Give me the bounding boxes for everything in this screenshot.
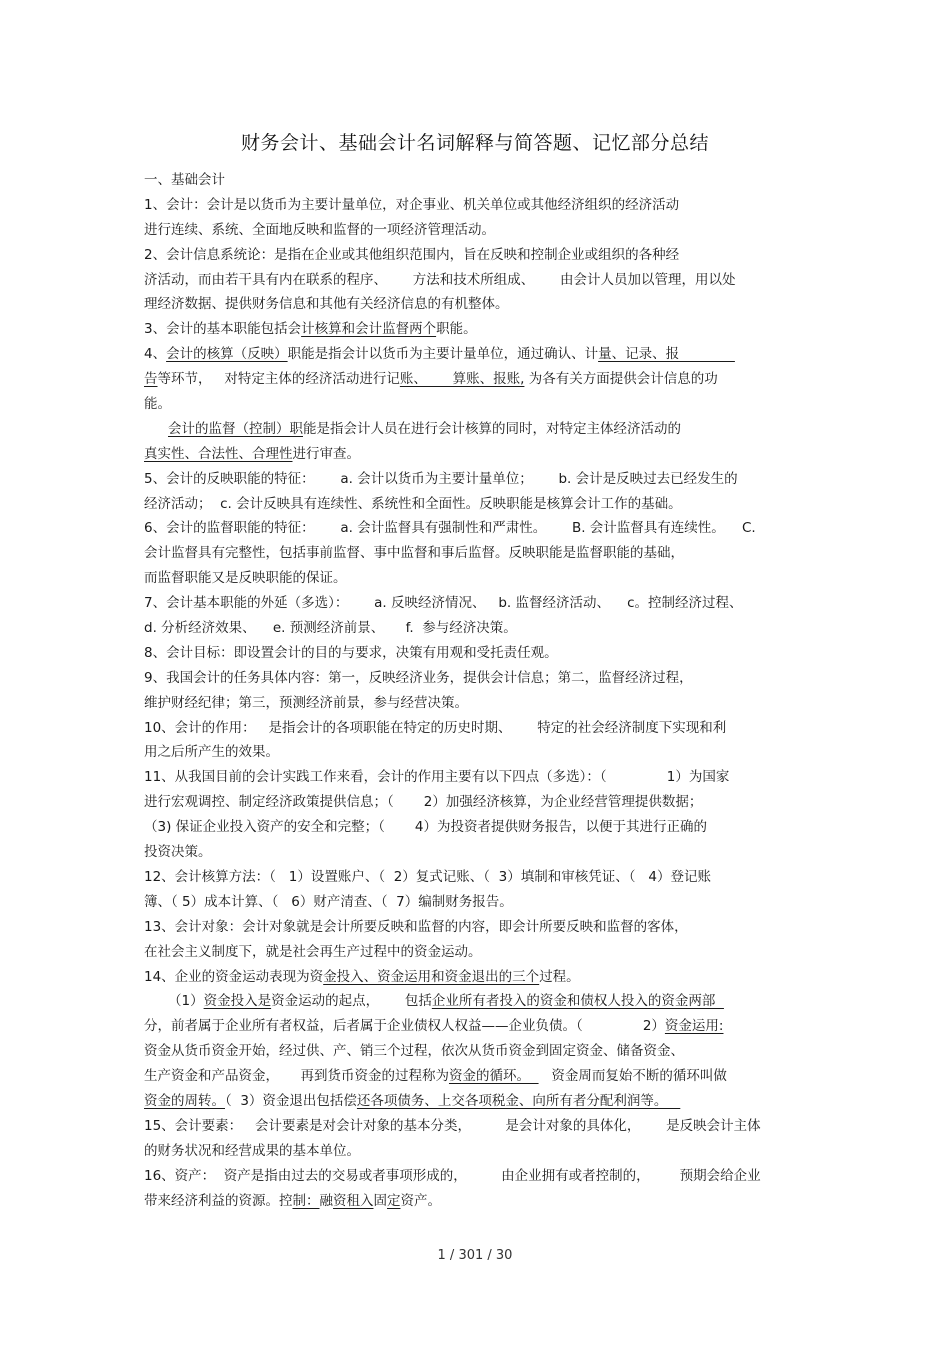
text-line <box>144 392 808 417</box>
document-title: 财务会计、基础会计名词解释与简答题、记忆部分总结 <box>240 132 709 154</box>
underlined-text: 会计的监督（控制）职 <box>168 420 303 437</box>
underlined-text: 账、 算账、报账, <box>399 371 525 388</box>
text-segment: 5、会计的反映职能的特征： a. 会计以货币为主要计量单位； b. 会计是反映过去已经发生的 <box>144 470 738 487</box>
text-line <box>144 1039 808 1064</box>
text-line <box>144 541 808 566</box>
text-line <box>144 566 808 591</box>
text-segment: 3、会计的基本职能包括会 <box>144 321 302 338</box>
text-segment: 13、会计对象：会计对象就是会计所要反映和监督的内容，即会计所要反映和监督的客体， <box>144 918 688 935</box>
text-segment: 生产资金和产品资金， 再到货币资金的过程称为 <box>144 1068 449 1085</box>
text-line <box>144 641 808 666</box>
text-line <box>144 940 808 965</box>
text-segment: 资产。 <box>400 1192 441 1209</box>
text-segment: 的财务状况和经营成果的基本单位。 <box>144 1142 360 1159</box>
text-segment: 15、会计要素： 会计要素是对会计对象的基本分类， 是会计对象的具体化， 是反映会计主体 <box>144 1117 761 1134</box>
text-segment: 固 <box>373 1192 387 1209</box>
text-line <box>144 740 808 765</box>
text-line <box>144 367 808 392</box>
text-segment: 而监督职能又是反映职能的保证。 <box>144 570 347 587</box>
text-segment: 9、我国会计的任务具体内容：第一，反映经济业务，提供会计信息；第二，监督经济过程， <box>144 669 693 686</box>
underlined-text: 还各项债务、上交各项税金、向所有者分配利润等。 <box>356 1092 681 1109</box>
underlined-text: 量、记录、报 <box>598 346 735 363</box>
text-line <box>144 815 808 840</box>
text-segment: 投资决策。 <box>144 844 212 861</box>
text-line <box>144 915 808 940</box>
text-line <box>144 268 808 293</box>
text-segment: d. 分析经济效果、 e. 预测经济前景、 f. 参与经济决策。 <box>144 620 517 637</box>
text-segment: 7、会计基本职能的外延（多选）： a. 反映经济情况、 b. 监督经济活动、 c。控制经济过程、 <box>144 595 743 612</box>
text-segment: 为各有关方面提供会计信息的功 <box>524 371 718 388</box>
text-line <box>144 317 808 342</box>
text-segment: 职能。 <box>436 321 477 338</box>
text-line <box>144 218 808 243</box>
text-segment: 进行连续、系统、全面地反映和监督的一项经济管理活动。 <box>144 221 495 238</box>
text-line <box>144 691 808 716</box>
text-line <box>144 965 808 990</box>
text-line <box>144 840 808 865</box>
text-line <box>144 890 808 915</box>
underlined-text: 资金运用: <box>664 1018 724 1035</box>
text-segment: 11、从我国目前的会计实践工作来看，会计的作用主要有以下四点（多选）：（ 1）为国家 <box>144 769 730 786</box>
text-line <box>144 243 808 268</box>
underlined-text: 会计的核算（反映） <box>166 346 288 363</box>
text-segment: 等环节， 对特定主体的经济活动进行记 <box>157 371 400 388</box>
text-line <box>144 168 808 193</box>
text-line <box>144 467 808 492</box>
underlined-text: 金投入、资金运用和资金退出的三个 <box>323 968 540 985</box>
text-segment: 过程。 <box>539 968 580 985</box>
text-line <box>144 591 808 616</box>
underlined-text: 定 <box>387 1192 401 1209</box>
text-line <box>144 1114 808 1139</box>
text-segment: 16、资产： 资产是指由过去的交易或者事项形成的， 由企业拥有或者控制的， 预期会给企业 <box>144 1167 761 1184</box>
underlined-text: 资金的循环。 <box>448 1068 539 1085</box>
text-segment: 在社会主义制度下，就是社会再生产过程中的资金运动。 <box>144 943 482 960</box>
text-line <box>144 865 808 890</box>
text-line <box>144 1189 808 1214</box>
text-line <box>144 1014 808 1039</box>
text-line <box>144 666 808 691</box>
text-segment: 簿、（ 5）成本计算、（ 6）财产清查、（ 7）编制财务报告。 <box>144 893 513 910</box>
text-segment: 带来经济利益的资源。控 <box>144 1192 293 1209</box>
text-segment: 理经济数据、提供财务信息和其他有关经济信息的有机整体。 <box>144 296 509 313</box>
text-line <box>144 417 808 442</box>
text-line <box>144 1139 808 1164</box>
text-segment: （1） <box>168 993 204 1010</box>
text-segment: （3) 保证企业投入资产的安全和完整；（ 4）为投资者提供财务报告，以便于其进行正确的 <box>144 819 708 836</box>
text-segment: 2、会计信息系统论：是指在企业或其他组织范围内，旨在反映和控制企业或组织的各种经 <box>144 246 680 263</box>
text-segment: 4、 <box>144 346 167 363</box>
text-segment: 进行审查。 <box>292 445 360 462</box>
text-line <box>144 765 808 790</box>
text-line <box>144 790 808 815</box>
text-segment: 14、企业的资金运动表现为资 <box>144 968 324 985</box>
document-body <box>144 168 808 1213</box>
underlined-text: 告 <box>144 371 158 388</box>
underlined-text: 计核算和会计监督两个 <box>301 321 437 338</box>
text-segment: 济活动，而由若干具有内在联系的程序、 方法和技术所组成、 由会计人员加以管理，用以处 <box>144 271 736 288</box>
text-line <box>144 193 808 218</box>
text-segment: 6、会计的监督职能的特征： a. 会计监督具有强制性和严肃性。 B. 会计监督具有连续性。 C. <box>144 520 756 537</box>
text-segment: 资金从货币资金开始，经过供、产、销三个过程，依次从货币资金到固定资金、储备资金、 <box>144 1043 684 1060</box>
text-segment: 8、会计目标：即设置会计的目的与要求，决策有用观和受托责任观。 <box>144 644 558 661</box>
text-segment: 能。 <box>144 396 171 413</box>
text-segment: 维护财经纪律；第三，预测经济前景，参与经营决策。 <box>144 694 468 711</box>
text-line <box>144 1064 808 1089</box>
text-segment: 资金运动的起点， 包括 <box>271 993 432 1010</box>
underlined-text: 资租入 <box>333 1192 374 1209</box>
text-segment: 12、会计核算方法：（ 1）设置账户、（ 2）复式记账、（ 3）填制和审核凭证、（ 4）登记账 <box>144 868 711 885</box>
text-segment: 分，前者属于企业所有者权益，后者属于企业债权人权益——企业负债。（ 2） <box>144 1018 665 1035</box>
text-segment: 1、会计：会计是以货币为主要计量单位，对企事业、机关单位或其他经济组织的经济活动 <box>144 196 680 213</box>
text-line <box>144 516 808 541</box>
text-line <box>144 1164 808 1189</box>
text-line <box>144 616 808 641</box>
underlined-text: 资金的周转。 <box>144 1092 225 1109</box>
text-segment: （ 3）资金退出包括偿 <box>225 1092 357 1109</box>
page-indicator: 1 / 301 / 30 <box>437 1248 513 1263</box>
text-segment: 资金周而复始不断的循环叫做 <box>538 1068 727 1085</box>
text-segment: 职能是指会计以货币为主要计量单位，通过确认、计 <box>287 346 599 363</box>
underlined-text: 企业所有者投入的资金和债权人投入的资金两部 <box>431 993 724 1010</box>
text-line <box>144 989 808 1014</box>
text-line <box>144 492 808 517</box>
underlined-text: 制： <box>292 1192 320 1209</box>
underlined-text: 真实性、合法性、合理性 <box>144 445 293 462</box>
text-segment: 会计监督具有完整性，包括事前监督、事中监督和事后监督。反映职能是监督职能的基础， <box>144 545 684 562</box>
text-line <box>144 442 808 467</box>
underlined-text: 资金投入是 <box>203 993 272 1010</box>
text-segment: 一、基础会计 <box>144 172 225 188</box>
text-segment: 能是指会计人员在进行会计核算的同时，对特定主体经济活动的 <box>303 420 681 437</box>
text-line <box>144 342 808 367</box>
text-line <box>144 716 808 741</box>
text-segment: 融 <box>319 1192 333 1209</box>
text-segment: 用之后所产生的效果。 <box>144 744 279 761</box>
text-segment: 进行宏观调控、制定经济政策提供信息；（ 2）加强经济核算，为企业经营管理提供数据； <box>144 794 703 811</box>
text-segment: 10、会计的作用： 是指会计的各项职能在特定的历史时期、 特定的社会经济制度下实现和利 <box>144 719 727 736</box>
text-line <box>144 292 808 317</box>
text-line <box>144 1089 808 1114</box>
text-segment: 经济活动； c. 会计反映具有连续性、系统性和全面性。反映职能是核算会计工作的基础。 <box>144 495 682 512</box>
